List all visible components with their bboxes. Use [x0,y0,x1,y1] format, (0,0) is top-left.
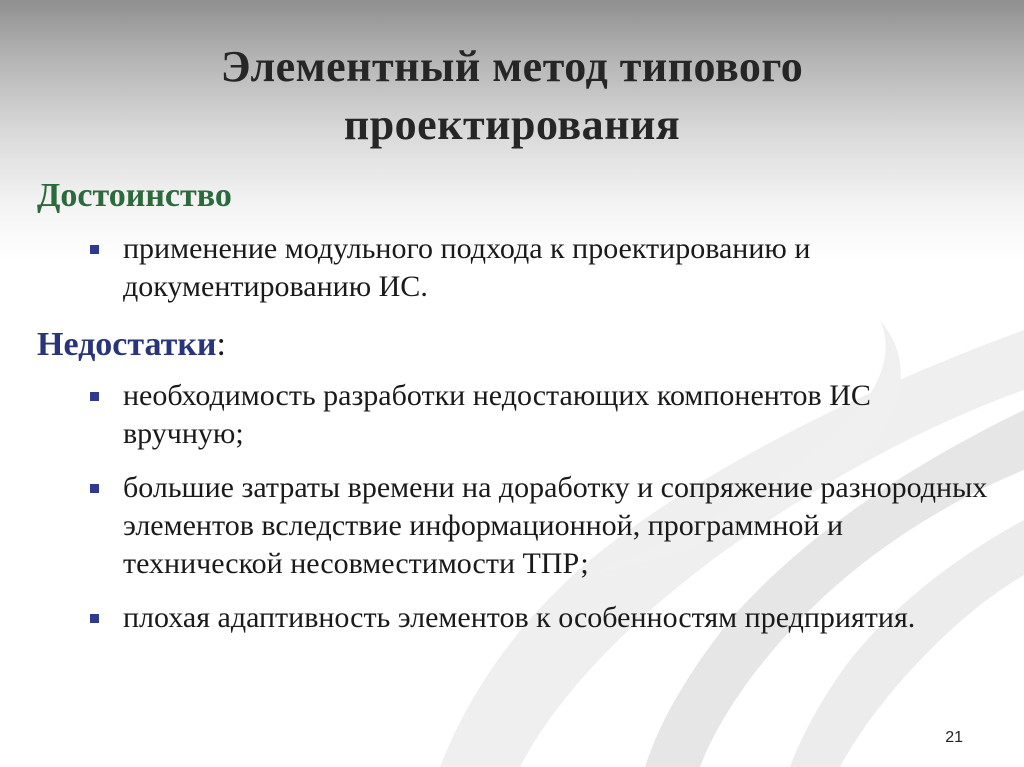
square-bullet-icon [90,484,99,493]
advantage-heading-text: Достоинство [37,177,232,214]
advantage-item [90,230,995,306]
square-bullet-icon [90,245,99,254]
advantage-item-text: применение модульного подхода к проектированию и документированию ИС. [123,232,811,303]
disadvantage-item-text: плохая адаптивность элементов к особенностям предприятия. [123,601,916,634]
slide-title-line-2: проектирования [343,100,681,149]
slide-title [0,38,1024,154]
disadvantages-heading-colon: : [216,326,226,363]
square-bullet-icon [90,392,99,401]
advantage-heading [37,176,232,216]
disadvantages-heading [37,325,226,365]
page-number: 21 [945,729,963,746]
disadvantage-item [90,377,995,453]
disadvantages-heading-text: Недостатки [37,326,217,363]
disadvantage-item [90,469,995,583]
disadvantage-item-text: большие затраты времени на доработку и сопряжение разнородных элементов вследствие информационной, программной и технической несовместимости ТПР; [123,471,988,580]
disadvantage-item [90,599,995,637]
disadvantage-item-text: необходимость разработки недостающих компонентов ИС вручную; [123,379,871,450]
square-bullet-icon [90,614,99,623]
slide-title-line-1: Элементный метод типового [220,42,804,91]
